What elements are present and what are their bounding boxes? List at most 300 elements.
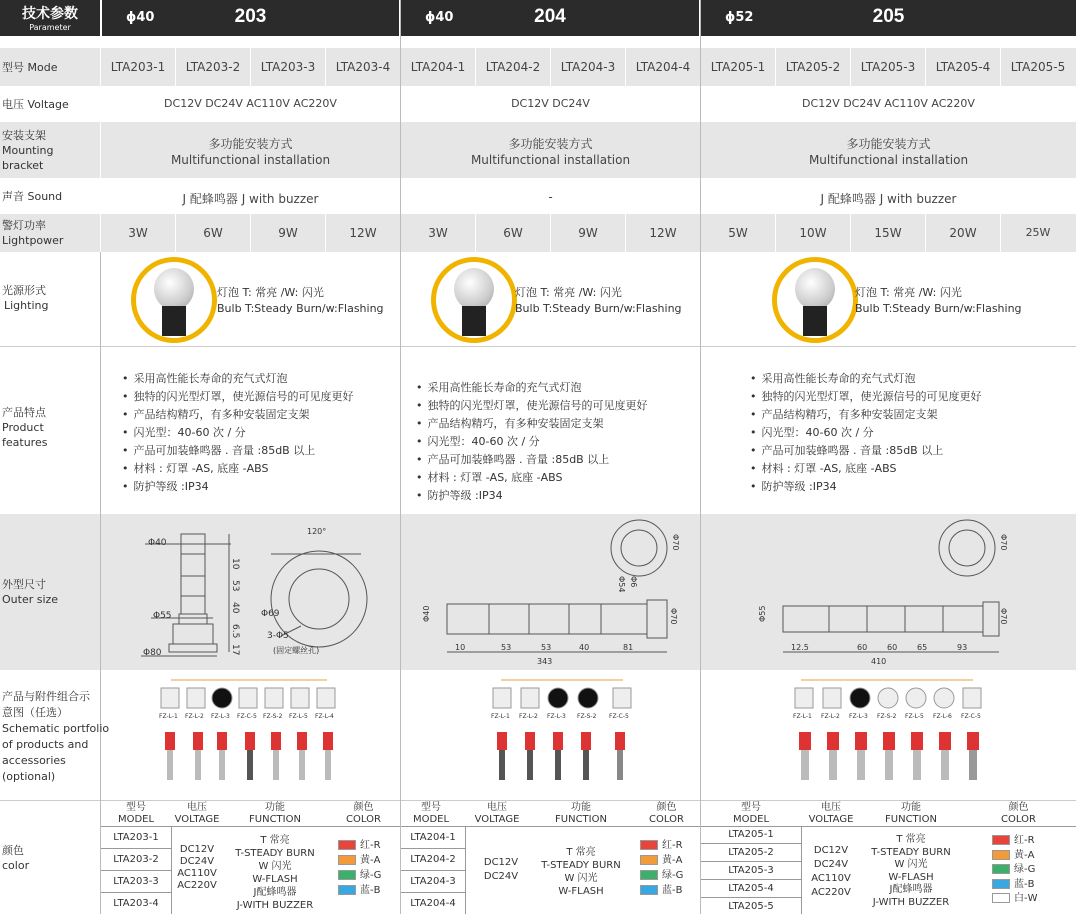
features-203 [122,370,354,496]
lighting-cn: 灯泡 T: 常亮 /W: 闪光 [855,286,962,299]
model-cell: LTA205-3 [860,60,916,74]
dim-label: 120° [307,527,327,536]
color-label: 红-R [360,840,381,851]
h-volt-cn: 电压 [821,802,841,813]
accessory-diagram-203 [101,670,400,800]
table-row-model: LTA205-2 [728,847,774,858]
feature-item: • 防护等级 :IP34 [750,478,982,496]
feature-item: • 闪光型：40-60 次 / 分 [122,424,354,442]
dim-label: Φ80 [143,648,162,658]
mounting-203 [101,136,400,168]
feature-item: • 产品结构精巧，有多种安装固定支架 [750,406,982,424]
accessory-label: FZ-L-6 [933,713,952,720]
color-label: 白-W [1014,893,1038,904]
color-table-header-model [401,802,461,826]
color-swatch [992,893,1010,903]
label-features-en2: features [2,436,48,449]
diameter-label: ɸ52 [725,10,754,25]
feature-item: • 采用高性能长寿命的充气式灯泡 [416,379,648,397]
color-swatch-item [640,883,700,898]
dim-label: 6.5 [230,624,240,639]
h-volt-cn: 电压 [187,802,207,813]
series-number: 204 [534,6,566,27]
h-color-en: COLOR [346,814,381,825]
accessory-label: FZ-L-2 [185,713,204,720]
h-volt-en: VOLTAGE [474,814,520,825]
feature-item: • 独特的闪光型灯罩，使光源信号的可见度更好 [122,388,354,406]
color-table-header-color [961,802,1076,826]
model-cell: LTA204-2 [485,60,541,74]
sound-204: - [548,190,553,204]
dim-label: 60 [857,643,868,652]
label-acc-cn1: 产品与附件组合示 [2,690,90,703]
divider [101,848,171,849]
model-cell: LTA205-1 [710,60,766,74]
param-title: 技术参数 [22,6,78,22]
color-swatch-list [640,838,700,898]
dim-label: 17 [230,644,240,656]
color-table-header-function [529,802,633,826]
accessory-label: FZ-C-5 [961,713,981,720]
accessory-label: FZ-L-3 [211,713,230,720]
label-acc-en4: (optional) [2,770,56,783]
color-swatch-list [338,838,400,898]
label-mode: 型号 Mode [2,61,58,74]
function-item: W-FLASH [888,871,934,883]
voltage-list [801,844,861,900]
color-swatch [640,885,658,895]
voltage-item: DC12V [813,845,849,856]
h-color-cn: 颜色 [353,802,374,813]
model-cell: LTA203-1 [110,60,166,74]
power-cell: 25W [1025,226,1051,239]
dim-label: 53 [230,580,240,592]
lighting-cn: 灯泡 T: 常亮 /W: 闪光 [217,286,324,299]
voltage-204: DC12V DC24V [511,97,590,110]
label-size-cn: 外型尺寸 [2,578,46,591]
series-number: 205 [872,6,905,27]
accessory-label: FZ-C-5 [609,713,629,720]
mounting-205 [701,136,1076,168]
lighting-en: Bulb T:Steady Burn/w:Flashing [217,302,384,315]
h-model-cn: 型号 [741,802,761,813]
divider [701,826,1076,827]
feature-item: • 产品可加装蜂鸣器 . 音量 :85dB 以上 [750,442,982,460]
divider [701,879,801,880]
power-cell: 6W [503,226,523,240]
h-func-cn: 功能 [571,802,591,813]
dim-label: Φ40 [148,538,167,548]
accessory-label: FZ-C-5 [237,713,257,720]
dim-label: Φ69 [261,609,280,619]
voltage-item: DC24V [483,871,519,882]
label-power [2,218,63,248]
dim-label: Φ70 [999,534,1008,551]
label-sound: 声音 Sound [2,190,63,203]
h-func-en: FUNCTION [555,814,607,825]
param-sub: Parameter [29,23,71,32]
power-cell: 15W [874,226,902,240]
accessory-label: FZ-S-2 [877,713,897,720]
power-cell: 10W [799,226,827,240]
voltage-item: DC12V [483,857,519,868]
model-cell: LTA204-3 [560,60,616,74]
model-cell: LTA205-2 [785,60,841,74]
color-table-header-color [327,802,400,826]
feature-item: • 闪光型：40-60 次 / 分 [750,424,982,442]
dim-label: 40 [579,643,590,652]
dim-label: Φ70 [669,608,678,625]
h-model-en: MODEL [117,814,155,825]
parameter-header [0,0,100,36]
accessory-label: FZ-L-2 [519,713,538,720]
h-color-cn: 颜色 [1008,802,1029,813]
voltage-205: DC12V DC24V AC110V AC220V [802,97,975,110]
voltage-203: DC12V DC24V AC110V AC220V [164,97,337,110]
label-mount-en2: bracket [2,159,44,172]
label-power-en: Lightpower [2,234,64,247]
label-acc-en1: Schematic portfolio [2,722,110,735]
h-func-en: FUNCTION [885,814,937,825]
dimension-drawing-203 [101,514,400,670]
h-color-en: COLOR [1001,814,1036,825]
lighting-en: Bulb T:Steady Burn/w:Flashing [515,302,682,315]
accessory-diagram-205 [701,670,1076,800]
feature-item: • 产品结构精巧，有多种安装固定支架 [416,415,648,433]
header-205 [701,0,1076,36]
feature-item: • 独特的闪光型灯罩，使光源信号的可见度更好 [416,397,648,415]
function-item: W-FLASH [558,886,604,897]
dim-label: 93 [957,643,968,652]
table-row-model: LTA203-1 [113,832,159,843]
divider [0,800,1076,801]
dim-label: Φ55 [153,611,172,621]
color-swatch-item [992,863,1076,878]
accessory-label: FZ-L-3 [849,713,868,720]
model-cell: LTA204-4 [635,60,691,74]
divider [701,843,801,844]
table-row-model: LTA203-3 [113,876,159,887]
label-lighting-en: Lighting [4,299,49,312]
feature-item: • 材料 : 灯罩 -AS, 底座 -ABS [122,460,354,478]
dim-label: 60 [887,643,898,652]
feature-item: • 产品结构精巧，有多种安装固定支架 [122,406,354,424]
label-acc-en2: of products and [2,738,89,751]
divider [401,826,700,827]
bulb-image [131,257,217,343]
dim-label: Φ6 [629,576,638,588]
color-swatch-list [992,834,1076,907]
color-table-header-model [101,802,171,826]
lighting-cn: 灯泡 T: 常亮 /W: 闪光 [515,286,622,299]
function-item: T 常亮 [896,834,926,845]
voltage-item: DC24V [813,859,849,870]
feature-item: • 防护等级 :IP34 [416,487,648,505]
color-swatch [640,840,658,850]
function-item: T-STEADY BURN [235,848,315,859]
dim-label: 53 [501,643,512,652]
feature-item: • 材料 : 灯罩 -AS, 底座 -ABS [750,460,982,478]
function-list [529,846,633,898]
label-features-cn: 产品特点 [2,406,46,419]
color-label: 红-R [1014,835,1035,846]
dim-label: Φ55 [758,605,767,622]
function-list [223,834,327,912]
color-table-header-function [861,802,961,826]
model-cell: LTA203-2 [185,60,241,74]
sound-205: J 配蜂鸣器 J with buzzer [820,192,957,206]
color-swatch-item [992,834,1076,849]
h-volt-cn: 电压 [487,802,507,813]
label-features-en1: Product [2,421,44,434]
model-cell: LTA203-3 [260,60,316,74]
color-table-header-voltage [171,802,223,826]
divider [701,897,801,898]
color-label: 黄-A [360,855,381,866]
accessory-diagram-204 [401,670,700,800]
power-cell: 3W [128,226,148,240]
feature-item: • 防护等级 :IP34 [122,478,354,496]
color-table-header-function [223,802,327,826]
color-label: 黄-A [662,855,683,866]
lighting-text-204 [515,285,682,317]
color-swatch [640,870,658,880]
h-model-en: MODEL [732,814,770,825]
table-row-model: LTA203-4 [113,898,159,909]
voltage-item: DC24V [179,856,215,867]
bulb-image [431,257,517,343]
h-volt-en: VOLTAGE [174,814,220,825]
power-cell: 5W [728,226,748,240]
color-table-header-voltage [801,802,861,826]
header-204 [401,0,699,36]
label-mount-en1: Mounting [2,144,54,157]
color-label: 绿-G [360,870,382,881]
dim-label: 81 [623,643,634,652]
h-model-cn: 型号 [126,802,146,813]
function-item: W-FLASH [252,874,298,885]
dim-label: 10 [455,643,466,652]
h-func-en: FUNCTION [249,814,301,825]
power-cell: 20W [949,226,977,240]
color-swatch-item [640,853,700,868]
h-volt-en: VOLTAGE [808,814,854,825]
color-swatch [992,864,1010,874]
dimension-drawing-205 [701,514,1076,670]
label-power-cn: 警灯功率 [2,219,46,232]
feature-item: • 采用高性能长寿命的充气式灯泡 [750,370,982,388]
model-cell: LTA204-1 [410,60,466,74]
label-size-en: Outer size [2,593,59,606]
dim-label: Φ40 [422,605,431,622]
label-lighting [2,283,48,313]
model-cell: LTA205-5 [1010,60,1066,74]
label-acc-cn2: 意图（任选） [2,706,68,719]
function-item: T 常亮 [260,835,290,846]
color-swatch-item [338,883,400,898]
dimension-drawing-204 [401,514,700,670]
features-204 [416,379,648,505]
divider [401,870,465,871]
label-accessories [2,689,109,785]
mounting-en: Multifunctional installation [808,153,969,167]
feature-item: • 闪光型：40-60 次 / 分 [416,433,648,451]
function-item: T-STEADY BURN [871,846,951,858]
color-swatch-item [992,892,1076,907]
color-swatch [640,855,658,865]
mounting-204 [401,136,700,168]
color-label: 绿-G [1014,864,1036,875]
dim-label: Φ70 [671,534,680,551]
function-item: W 闪光 [258,861,292,872]
label-outer-size [2,577,58,607]
label-mounting [2,128,54,173]
color-swatch-item [640,838,700,853]
label-color [2,843,29,873]
diameter-label: ɸ40 [126,10,155,25]
accessory-label: FZ-L-1 [491,713,510,720]
table-row-model: LTA205-3 [728,865,774,876]
voltage-item: AC220V [811,887,851,898]
color-table-header-color [633,802,700,826]
accessory-label: FZ-L-1 [159,713,178,720]
dim-label: 12.5 [791,643,809,652]
accessory-label: FZ-S-2 [263,713,283,720]
accessory-label: FZ-S-2 [577,713,597,720]
color-swatch-item [992,878,1076,893]
feature-item: • 材料 : 灯罩 -AS, 底座 -ABS [416,469,648,487]
color-swatch-item [338,853,400,868]
dim-label: 3-Φ5 [267,631,289,641]
color-label: 黄-A [1014,849,1035,861]
color-swatch [338,885,356,895]
divider [0,346,1076,347]
voltage-item: AC220V [177,880,217,891]
table-row-model: LTA205-5 [728,901,774,912]
divider [701,861,801,862]
mounting-cn: 多功能安装方式 [508,137,593,151]
dim-label: 65 [917,643,928,652]
table-row-model: LTA204-3 [410,876,456,887]
color-table-header-model [701,802,801,826]
feature-item: • 独特的闪光型灯罩，使光源信号的可见度更好 [750,388,982,406]
divider [101,870,171,871]
series-number: 203 [234,6,267,27]
mounting-en: Multifunctional installation [170,153,331,167]
function-list [861,834,961,909]
label-features [2,405,47,450]
lighting-en: Bulb T:Steady Burn/w:Flashing [855,302,1022,315]
header-203 [102,0,399,36]
h-color-cn: 颜色 [656,802,677,813]
color-swatch [992,835,1010,845]
voltage-item: DC12V [179,844,215,855]
color-swatch-item [338,868,400,883]
feature-item: • 产品可加装蜂鸣器 . 音量 :85dB 以上 [122,442,354,460]
diameter-label: ɸ40 [425,10,454,25]
function-item: W 闪光 [564,873,598,884]
dim-label: (固定螺丝孔) [273,646,320,655]
dim-label: 40 [230,602,240,614]
power-cell: 9W [278,226,298,240]
h-func-cn: 功能 [901,802,921,813]
function-item: J-WITH BUZZER [872,896,950,908]
color-swatch-item [338,838,400,853]
h-model-en: MODEL [412,814,450,825]
accessory-label: FZ-L-1 [793,713,812,720]
divider [401,848,465,849]
divider [101,892,171,893]
voltage-list [171,844,223,892]
voltage-item: AC110V [811,873,851,884]
dim-label: 343 [537,657,553,666]
label-acc-en3: accessories [2,754,66,767]
color-label: 蓝-B [1014,878,1035,890]
color-table-header-voltage [465,802,529,826]
color-swatch [338,855,356,865]
feature-item: • 产品可加装蜂鸣器 . 音量 :85dB 以上 [416,451,648,469]
label-lighting-cn: 光源形式 [2,284,46,297]
function-item: J-WITH BUZZER [236,900,314,911]
dim-label: 410 [871,657,887,666]
function-item: T 常亮 [566,847,596,858]
lighting-text-205 [855,285,1022,317]
accessory-label: FZ-L-5 [289,713,308,720]
color-label: 蓝-B [360,885,381,896]
voltage-list [469,856,533,884]
dim-label: Φ70 [999,608,1008,625]
table-row-model: LTA204-2 [410,854,456,865]
divider [401,892,465,893]
power-cell: 12W [649,226,677,240]
divider [101,826,400,827]
voltage-item: AC110V [177,868,217,879]
power-cell: 12W [349,226,377,240]
function-item: W 闪光 [894,859,928,870]
accessory-label: FZ-L-2 [821,713,840,720]
color-label: 蓝-B [662,885,683,896]
dim-label: 53 [541,643,552,652]
label-color-cn: 颜色 [2,844,24,857]
model-cell: LTA203-4 [335,60,391,74]
color-swatch [992,850,1010,860]
dim-label: 10 [230,558,240,570]
features-205 [750,370,982,496]
label-voltage: 电压 Voltage [2,98,69,111]
color-swatch [338,870,356,880]
table-row-model: LTA205-1 [728,829,774,840]
power-cell: 3W [428,226,448,240]
mounting-cn: 多功能安装方式 [846,137,931,151]
h-model-cn: 型号 [421,802,441,813]
color-swatch-item [640,868,700,883]
dim-label: Φ54 [617,576,626,593]
h-func-cn: 功能 [265,802,285,813]
function-item: J配蜂鸣器 [889,884,933,895]
function-item: J配蜂鸣器 [253,887,297,898]
label-mount-cn: 安装支架 [2,129,46,142]
sound-203: J 配蜂鸣器 J with buzzer [182,192,319,206]
model-cell: LTA205-4 [935,60,991,74]
function-item: T-STEADY BURN [541,860,621,871]
accessory-label: FZ-L-5 [905,713,924,720]
table-row-model: LTA204-4 [410,898,456,909]
color-swatch-item [992,849,1076,864]
h-color-en: COLOR [649,814,684,825]
color-label: 绿-G [662,870,684,881]
power-cell: 6W [203,226,223,240]
mounting-en: Multifunctional installation [470,153,631,167]
